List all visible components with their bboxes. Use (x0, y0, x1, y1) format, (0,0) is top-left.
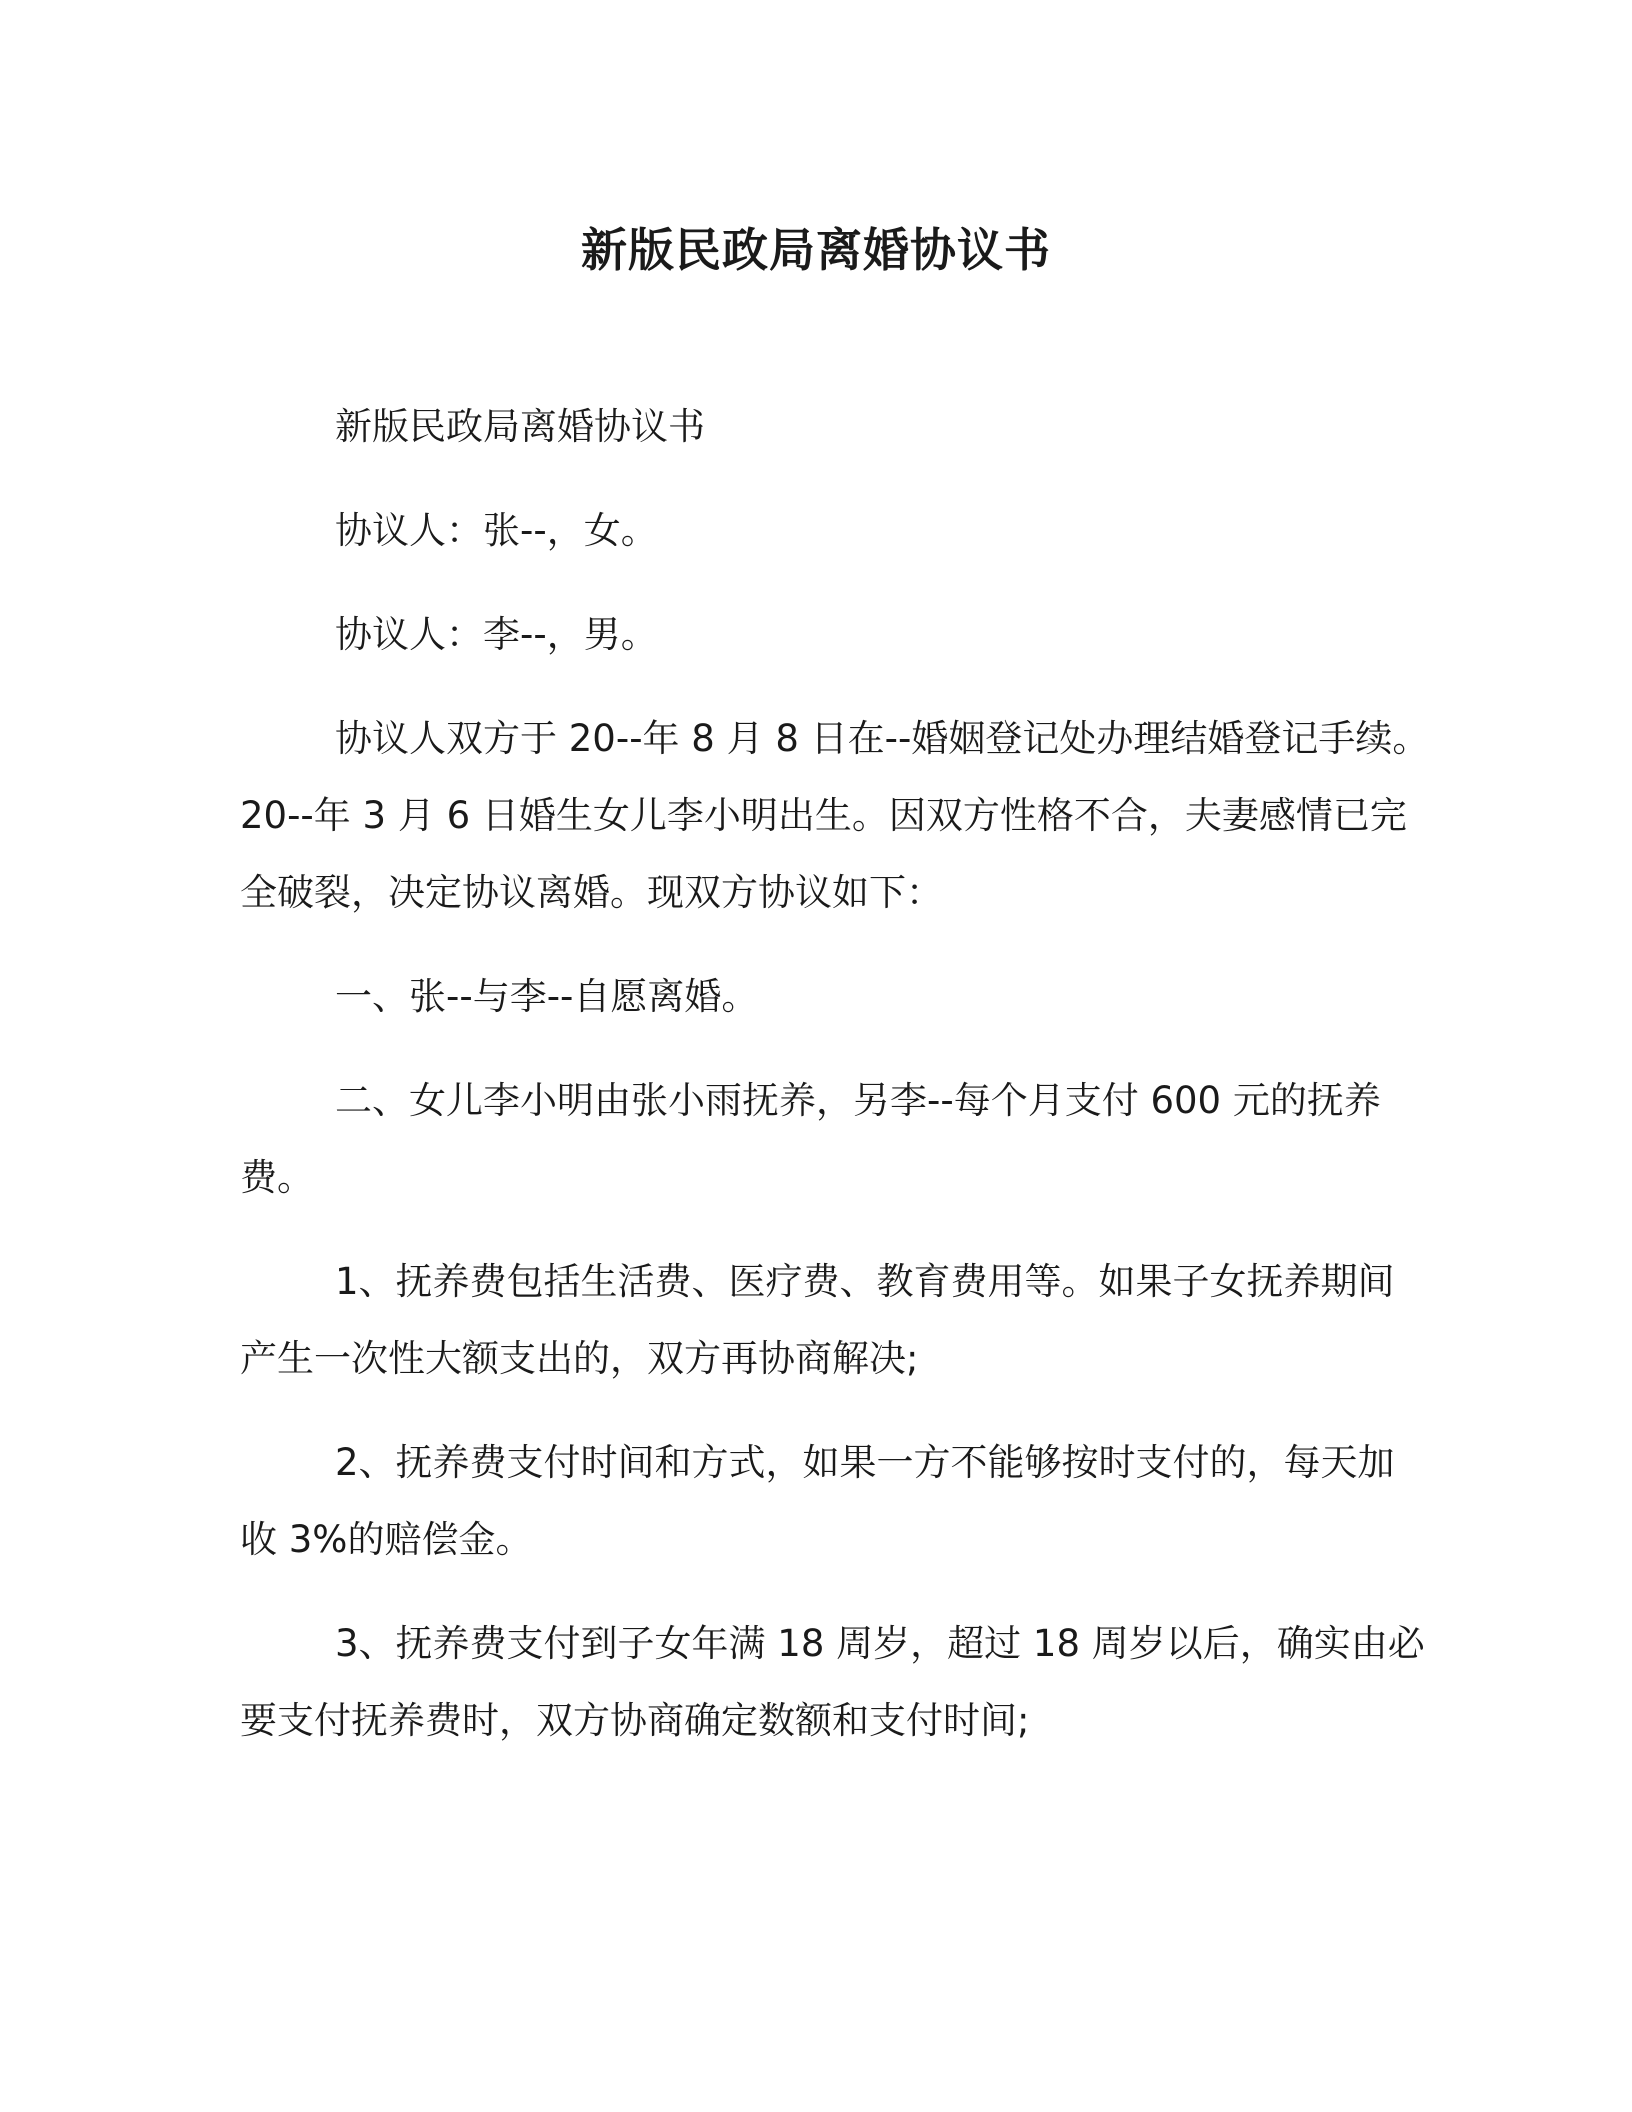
paragraph-background: 协议人双方于 20--年 8 月 8 日在--婚姻登记处办理结婚登记手续。20--年 3 月 6 日婚生女儿李小明出生。因双方性格不合，夫妻感情已完全破裂，决定协议离婚。现双方协议如下： (240, 717, 1430, 914)
paragraph-clause-2: 二、女儿李小明由张小雨抚养，另李--每个月支付 600 元的抚养费。 (240, 1079, 1381, 1199)
paragraph-subclause-2: 2、抚养费支付时间和方式，如果一方不能够按时支付的，每天加收 3%的赔偿金。 (240, 1441, 1395, 1561)
paragraph-subclause-1: 1、抚养费包括生活费、医疗费、教育费用等。如果子女抚养期间产生一次性大额支出的，双方再协商解决; (240, 1260, 1395, 1380)
paragraph-subclause-3: 3、抚养费支付到子女年满 18 周岁，超过 18 周岁以后，确实由必要支付抚养费时，双方协商确定数额和支付时间; (240, 1622, 1425, 1742)
paragraph-party-a: 协议人：张--，女。 (335, 509, 658, 552)
document-body (240, 388, 1430, 1786)
paragraph-party-b: 协议人：李--，男。 (335, 613, 658, 656)
paragraph-clause-1: 一、张--与李--自愿离婚。 (335, 975, 759, 1018)
document-title: 新版民政局离婚协议书 (581, 223, 1051, 277)
paragraph-subtitle: 新版民政局离婚协议书 (335, 405, 705, 448)
